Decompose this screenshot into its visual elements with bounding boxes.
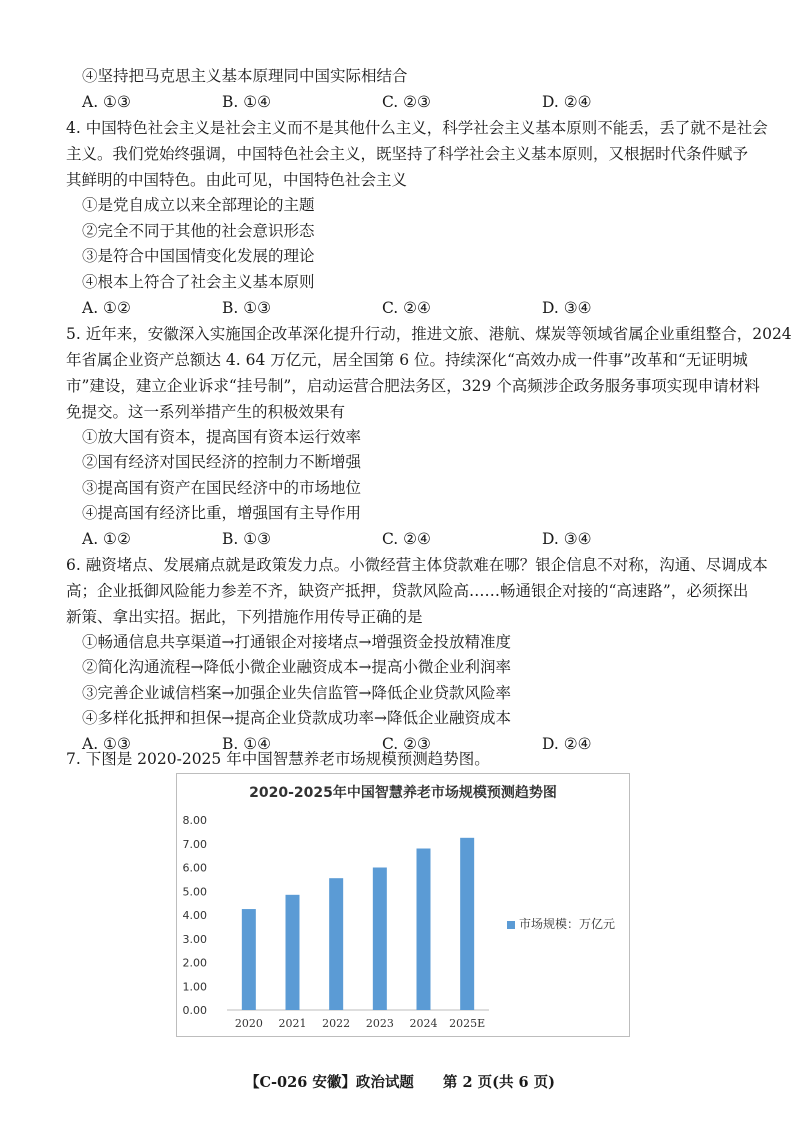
bar-2021 xyxy=(286,895,300,1010)
q5-choice-a[interactable]: A. ①② xyxy=(82,530,131,548)
q7-stem-line: 7. 下图是 2020-2025 年中国智慧养老市场规模预测趋势图。 xyxy=(66,750,490,768)
x-tick-label: 2024 xyxy=(409,1017,438,1030)
x-tick-label: 2022 xyxy=(322,1017,351,1030)
bar-2020 xyxy=(242,909,256,1010)
q3-choice-b[interactable]: B. ①④ xyxy=(222,93,272,111)
q3-choices xyxy=(82,90,642,114)
bar-2024 xyxy=(417,849,431,1011)
chart-legend xyxy=(507,915,615,932)
q5-choice-b[interactable]: B. ①③ xyxy=(222,530,272,548)
y-tick-label: 5.00 xyxy=(182,885,207,899)
q6-choice-a[interactable]: A. ①③ xyxy=(82,735,131,753)
q4-stem-line-3: 其鲜明的中国特色。由此可见，中国特色社会主义 xyxy=(66,171,408,189)
y-tick-label: 8.00 xyxy=(182,814,207,827)
q5-stem-line-3: 市”建设，建立企业诉求“挂号制”，启动运营合肥法务区，329 个高频涉企政务服务事项实现申请材料 xyxy=(66,377,760,395)
chart-title: 2020-2025年中国智慧养老市场规模预测趋势图 xyxy=(249,785,557,801)
q5-stem-line-1: 5. 近年来，安徽深入实施国企改革深化提升行动，推进文旅、港航、煤炭等领域省属企业重组整合，2024 xyxy=(66,325,792,343)
q4-option-4: ④根本上符合了社会主义基本原则 xyxy=(82,273,315,291)
bar-2025E xyxy=(460,838,474,1010)
chart-plot xyxy=(177,774,629,1036)
q4-choice-a[interactable]: A. ①② xyxy=(82,299,131,317)
q5-stem-line-2: 年省属企业资产总额达 4. 64 万亿元，居全国第 6 位。持续深化“高效办成一件事”改革和“无证明城 xyxy=(66,351,748,369)
q6-stem-line-3: 新策、拿出实招。据此，下列措施作用传导正确的是 xyxy=(66,608,423,626)
x-tick-label: 2023 xyxy=(365,1017,394,1030)
q4-choices xyxy=(82,296,642,320)
q5-option-4: ④提高国有经济比重，增强国有主导作用 xyxy=(82,504,362,522)
q5-option-1: ①放大国有资本，提高国有资本运行效率 xyxy=(82,428,362,446)
page-footer xyxy=(0,1071,800,1092)
y-tick-label: 1.00 xyxy=(182,980,207,994)
q6-option-1: ①畅通信息共享渠道→打通银企对接堵点→增强资金投放精准度 xyxy=(82,633,511,651)
q4-option-1: ①是党自成立以来全部理论的主题 xyxy=(82,196,315,214)
q5-choices xyxy=(82,527,642,551)
q6-stem-line-2: 高；企业抵御风险能力参差不齐，缺资产抵押，贷款风险高……畅通银企对接的“高速路”，必须探出 xyxy=(66,582,749,600)
q4-stem-line-2: 主义。我们党始终强调，中国特色社会主义，既坚持了科学社会主义基本原则，又根据时代条件赋予 xyxy=(66,145,749,163)
x-tick-label: 2020 xyxy=(234,1017,263,1030)
q3-choice-d[interactable]: D. ②④ xyxy=(542,93,592,111)
q6-choice-b[interactable]: B. ①④ xyxy=(222,735,272,753)
q4-option-2: ②完全不同于其他的社会意识形态 xyxy=(82,222,315,240)
q6-stem-line-1: 6. 融资堵点、发展痛点就是政策发力点。小微经营主体贷款难在哪？银企信息不对称，沟通、尽调成本 xyxy=(66,556,768,574)
y-tick-label: 4.00 xyxy=(182,909,207,922)
bar-chart xyxy=(176,773,630,1037)
q5-choice-d[interactable]: D. ③④ xyxy=(542,530,592,548)
bar-2023 xyxy=(373,868,387,1011)
q3-choice-a[interactable]: A. ①③ xyxy=(82,93,131,111)
q4-choice-d[interactable]: D. ③④ xyxy=(542,299,592,317)
y-tick-label: 3.00 xyxy=(182,932,207,946)
q4-choice-b[interactable]: B. ①③ xyxy=(222,299,272,317)
q5-choice-c[interactable]: C. ②④ xyxy=(382,530,431,548)
footer-exam-code: 【C-026 安徽】政治试题 xyxy=(244,1074,414,1091)
q6-choice-c[interactable]: C. ②③ xyxy=(382,735,431,753)
y-tick-label: 0.00 xyxy=(182,1004,207,1017)
footer-page-number: 第 2 页(共 6 页) xyxy=(442,1074,556,1091)
legend-swatch xyxy=(507,921,515,929)
q6-choice-d[interactable]: D. ②④ xyxy=(542,735,592,753)
q6-option-4: ④多样化抵押和担保→提高企业贷款成功率→降低企业融资成本 xyxy=(82,709,511,727)
bar-2022 xyxy=(329,878,343,1010)
q5-stem-line-4: 免提交。这一系列举措产生的积极效果有 xyxy=(66,403,346,421)
q5-option-2: ②国有经济对国民经济的控制力不断增强 xyxy=(82,453,362,471)
q4-option-3: ③是符合中国国情变化发展的理论 xyxy=(82,247,315,265)
x-tick-label: 2025E xyxy=(449,1017,486,1030)
y-tick-label: 6.00 xyxy=(182,861,207,875)
q5-option-3: ③提高国有资产在国民经济中的市场地位 xyxy=(82,479,362,497)
q3-choice-c[interactable]: C. ②③ xyxy=(382,93,431,111)
q6-option-2: ②简化沟通流程→降低小微企业融资成本→提高小微企业利润率 xyxy=(82,658,511,676)
x-tick-label: 2021 xyxy=(278,1017,307,1030)
y-tick-label: 7.00 xyxy=(182,837,207,851)
q6-option-3: ③完善企业诚信档案→加强企业失信监管→降低企业贷款风险率 xyxy=(82,684,511,702)
q4-choice-c[interactable]: C. ②④ xyxy=(382,299,431,317)
q3-option-4: ④坚持把马克思主义基本原理同中国实际相结合 xyxy=(82,67,408,85)
q4-stem-line-1: 4. 中国特色社会主义是社会主义而不是其他什么主义，科学社会主义基本原则不能丢，丢了就不是社会 xyxy=(66,119,768,137)
legend-label: 市场规模：万亿元 xyxy=(519,917,616,931)
y-tick-label: 2.00 xyxy=(182,956,207,970)
